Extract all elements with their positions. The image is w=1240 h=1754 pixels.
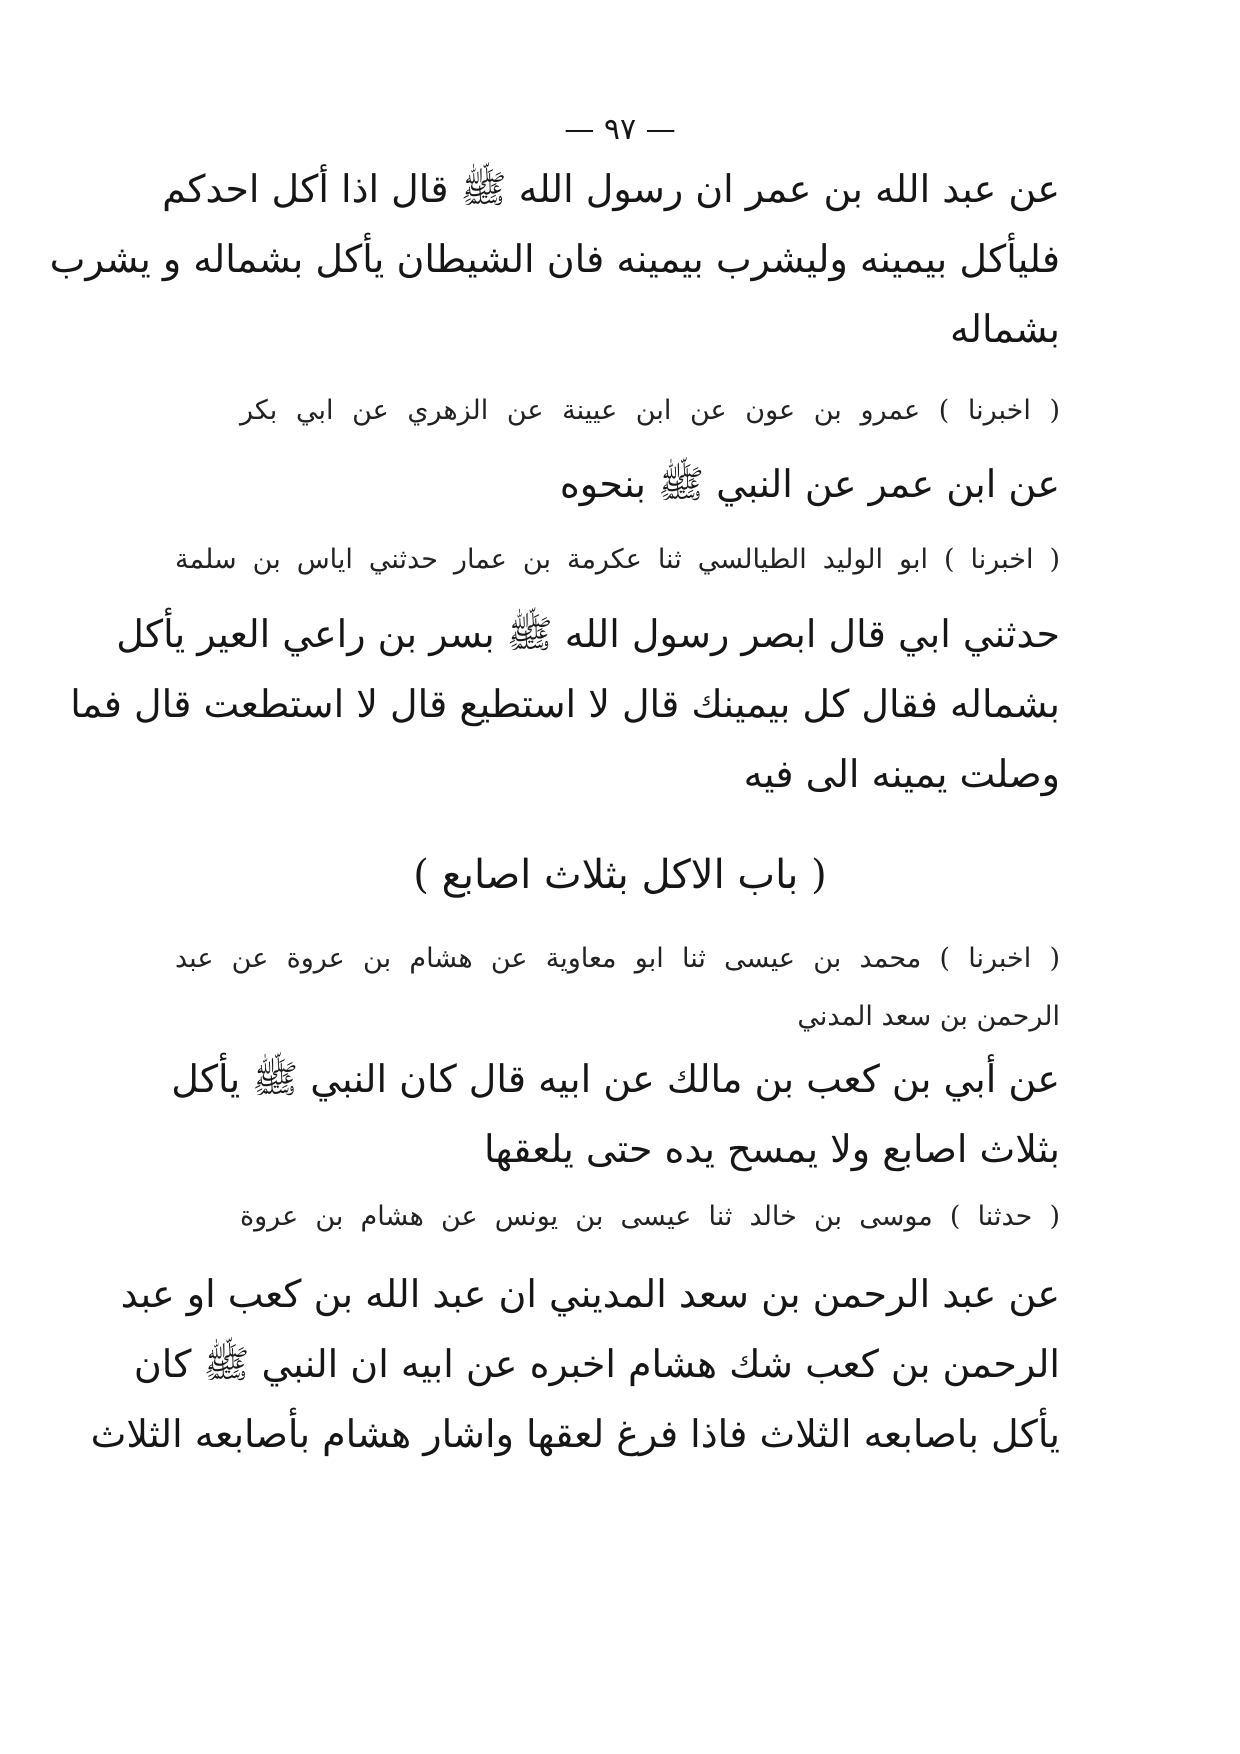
isnad-line: ( حدثنا ) موسى بن خالد ثنا عيسى بن يونس عن هشام بن عروة	[240, 1201, 1060, 1232]
text-line: عن عبد الله بن عمر ان رسول الله ﷺ قال اذا أكل احدكم	[162, 167, 1060, 211]
text-line: عن أبي بن كعب بن مالك عن ابيه قال كان النبي ﷺ يأكل	[171, 1057, 1060, 1101]
text-line: عن عبد الرحمن بن سعد المديني ان عبد الله بن كعب او عبد	[120, 1272, 1060, 1316]
text-line: عن ابن عمر عن النبي ﷺ بنحوه	[559, 462, 1060, 506]
text-line: يأكل باصابعه الثلاث فاذا فرغ لعقها واشار هشام بأصابعه الثلاث	[90, 1412, 1060, 1456]
text-line: بشماله فقال كل بيمينك قال لا استطيع قال لا استطعت قال فما	[70, 682, 1060, 726]
text-line: بثلاث اصابع ولا يمسح يده حتى يلعقها	[483, 1127, 1060, 1171]
text-line: وصلت يمينه الى فيه	[743, 752, 1060, 796]
text-line: حدثني ابي قال ابصر رسول الله ﷺ بسر بن راعي العير يأكل	[116, 612, 1060, 656]
chapter-heading: ( باب الاكل بثلاث اصابع )	[413, 852, 827, 898]
text-line: الرحمن بن كعب شك هشام اخبره عن ابيه ان النبي ﷺ كان	[133, 1342, 1060, 1386]
isnad-line: ( اخبرنا ) محمد بن عيسى ثنا ابو معاوية عن هشام بن عروة عن عبد	[175, 943, 1060, 974]
text-line: بشماله	[950, 307, 1060, 351]
isnad-line: الرحمن بن سعد المدني	[797, 1001, 1060, 1032]
isnad-line: ( اخبرنا ) عمرو بن عون عن ابن عيينة عن الزهري عن ابي بكر	[240, 395, 1060, 426]
isnad-line: ( اخبرنا ) ابو الوليد الطيالسي ثنا عكرمة بن عمار حدثني اياس بن سلمة	[175, 544, 1060, 575]
text-line: فليأكل بيمينه وليشرب بيمينه فان الشيطان يأكل بشماله و يشرب	[49, 237, 1060, 281]
page-number: — ٩٧ —	[564, 112, 676, 147]
